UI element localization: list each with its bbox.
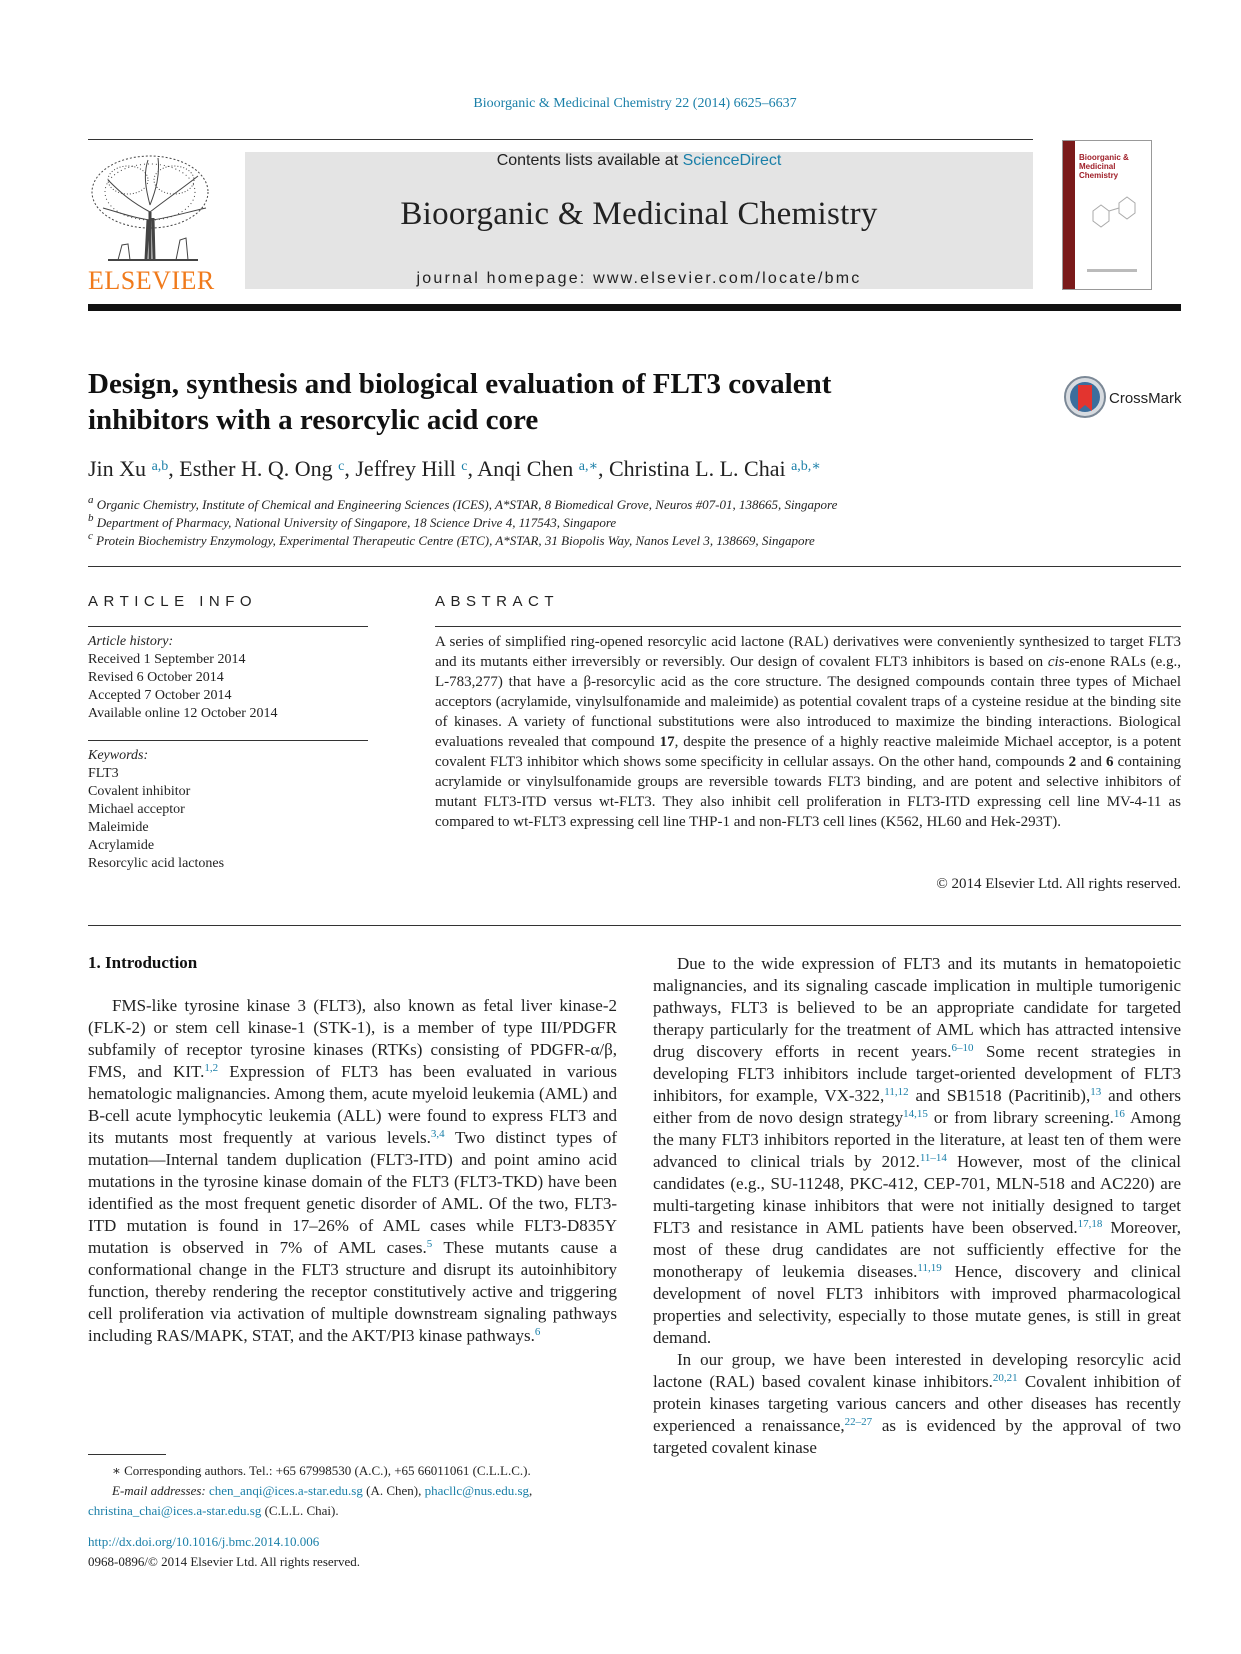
keywords-block: Keywords: FLT3 Covalent inhibitor Michael acceptor Maleimide Acrylamide Resorcylic acid lactones	[88, 747, 368, 873]
cover-footer-mark	[1087, 269, 1137, 272]
author-affiliation-mark[interactable]: c	[338, 459, 345, 474]
crossmark-icon[interactable]	[1063, 375, 1107, 419]
affiliation-a: $^a$ Organic Chemistry, Institute of Chemical and Engineering Sciences (ICES), A*STAR, 8 Biomedical Grove, Neuros #07-01, 138665, Singapore	[88, 494, 838, 512]
keyword: Maleimide	[88, 820, 149, 835]
abstract-bottom-rule	[88, 925, 1181, 926]
abstract-rule	[435, 626, 1181, 627]
keyword: Covalent inhibitor	[88, 784, 191, 799]
citation[interactable]: 11,19	[917, 1262, 942, 1274]
keyword: Resorcylic acid lactones	[88, 856, 225, 871]
footnote-rule	[88, 1454, 166, 1455]
section-heading-introduction: 1. Introduction	[88, 953, 198, 972]
keyword: Acrylamide	[88, 838, 155, 853]
citation[interactable]: 14,15	[903, 1108, 928, 1120]
cover-spine	[1063, 141, 1075, 289]
author-affiliation-mark[interactable]: a,b	[151, 459, 169, 474]
citation[interactable]: 1,2	[204, 1062, 219, 1074]
author-name[interactable]: Christina L. L. Chai	[608, 456, 786, 481]
doi-block	[88, 1532, 360, 1572]
citation[interactable]: 20,21	[992, 1372, 1018, 1384]
citation[interactable]: 16	[1113, 1108, 1125, 1120]
author-affiliation-mark[interactable]: a,b,∗	[791, 459, 821, 474]
contents-line: Contents lists available at ScienceDirect	[496, 152, 782, 169]
journal-cover-thumbnail[interactable]	[1062, 140, 1152, 290]
citation[interactable]: 17,18	[1077, 1218, 1103, 1230]
citation[interactable]: 6–10	[951, 1042, 974, 1054]
citation[interactable]: 11–14	[919, 1152, 947, 1164]
body-left-column: FMS-like tyrosine kinase 3 (FLT3), also known as fetal liver kinase-2 (FLK-2) or stem cell kinase-1 (STK-1), is a member of type III/PDGFR subfamily of receptor tyrosine kinases (RTKs) consisting of PDGFR-α/β, FMS, and KIT.$^{1,2}$ Expression of FLT3 has been evaluated in various hematologic malignancies. Among them, acute myeloid leukemia (AML) and B-cell acute lymphocytic leukemia (ALL) were found to express FLT3 and its mutants most frequently at various levels.$^{3,4}$ Two distinct types of mutation—Internal tandem duplication (FLT3-ITD) and point amino acid mutations in the tyrosine kinase domain of the FLT3 (FLT3-TKD) have been identified as the most frequent genetic disorder of AML. Of the two, FLT3-ITD mutation is found in 17–26% of AML cases while FLT3-D835Y mutation is observed in 7% of AML cases.$^5$ These mutants cause a conformational change in the FLT3 structure and disrupt its autoinhibitory function, thereby rendering the receptor constitutively active and triggering cell proliferation via activation of multiple downstream signaling pathways including RAS/MAPK, STAT, and the AKT/PI3 kinase pathways.$^6$	[88, 996, 618, 1345]
header-bottom-rule	[88, 304, 1181, 311]
affiliation-rule	[88, 566, 1181, 567]
sciencedirect-link[interactable]: ScienceDirect	[682, 152, 782, 169]
affiliation-b: $^b$ Department of Pharmacy, National University of Singapore, 18 Science Drive 4, 117543, Singapore	[88, 512, 617, 530]
author-list: Jin Xu $^{a,b}$, Esther H. Q. Ong $^c$, Jeffrey Hill $^c$, Anqi Chen $^{a,∗}$, Christina L. L. Chai $^{a,b,∗}$	[88, 456, 821, 481]
citation[interactable]: 11,12	[884, 1086, 909, 1098]
author-name[interactable]: Jin Xu	[88, 456, 147, 481]
citation[interactable]: 22–27	[844, 1416, 873, 1428]
email-link[interactable]: phacllc@nus.edu.sg	[424, 1483, 530, 1498]
email-link[interactable]: chen_anqi@ices.a-star.edu.sg	[209, 1483, 363, 1498]
author-name[interactable]: Anqi Chen	[477, 456, 574, 481]
citation[interactable]: 6	[534, 1326, 541, 1338]
keywords-rule	[88, 740, 368, 741]
author-name[interactable]: Jeffrey Hill	[355, 456, 456, 481]
article-info-heading: ARTICLE INFO	[88, 593, 258, 610]
corresponding-author-footnote: ∗ Corresponding authors. Tel.: +65 67998530 (A.C.), +65 66011061 (C.L.L.C.). E-mail addresses: chen_anqi@ices.a-star.edu.sg (A. Chen), phacllc@nus.edu.sg, christina_chai@ices.a-star.edu.sg (C.L.L. Chai).	[88, 1463, 533, 1518]
article-title: Design, synthesis and biological evaluation of FLT3 covalent inhibitors with a resorcylic acid core	[88, 368, 832, 436]
affiliation-c: $^c$ Protein Biochemistry Enzymology, Experimental Therapeutic Centre (ETC), A*STAR, 31 Biopolis Way, Nanos Level 3, 138669, Singapore	[88, 530, 815, 548]
citation[interactable]: 13	[1090, 1086, 1102, 1098]
issn-copyright: 0968-0896/© 2014 Elsevier Ltd. All rights reserved.	[88, 1554, 360, 1569]
publisher-logo-text[interactable]: ELSEVIER	[88, 266, 215, 295]
elsevier-tree-logo	[88, 150, 218, 262]
journal-reference[interactable]: Bioorganic & Medicinal Chemistry 22 (2014) 6625–6637	[473, 96, 797, 111]
email-link[interactable]: christina_chai@ices.a-star.edu.sg	[88, 1503, 262, 1518]
keyword: Michael acceptor	[88, 802, 185, 817]
citation[interactable]: 5	[426, 1238, 433, 1250]
body-right-column: Due to the wide expression of FLT3 and its mutants in hematopoietic malignancies, and its signaling cascade implication in multiple tumorigenic pathways, FLT3 is believed to be an appropriate candidate for targeted therapy particularly for the treatment of AML which has attracted intensive drug discovery efforts in recent years.$^{6-10}$ Some recent strategies in developing FLT3 inhibitors include target-oriented development of FLT3 inhibitors, for example, VX-322,$^{11,12}$ and SB1518 (Pacritinib),$^{13}$ and others either from de novo design strategy$^{14,15}$ or from library screening.$^{16}$ Among the many FLT3 inhibitors reported in the literature, at least ten of them were advanced to clinical trials by 2012.$^{11-14}$ However, most of the clinical candidates (e.g., SU-11248, PKC-412, CEP-701, MLN-518 and AC220) are multi-targeting kinase inhibitors that were not initially designed to target FLT3 and resistance in AML patients have been observed.$^{17,18}$ Moreover, most of these drug candidates are not sufficiently effective for the monotherapy of leukemia diseases.$^{11,19}$ Hence, discovery and clinical development of novel FLT3 inhibitors with improved pharmacological properties and selectivity, especially to those mutate genes, is still in great demand. In our group, we have been interested in developing resorcylic acid lactone (RAL) based covalent kinase inhibitors.$^{20,21}$ Covalent inhibition of protein kinases targeting various cancers and other diseases has recently experienced a renaissance,$^{22-27}$ as is evidenced by the approval of two targeted covalent kinase	[653, 954, 1182, 1457]
keyword: FLT3	[88, 766, 119, 781]
cover-title: Bioorganic & Medicinal Chemistry	[1079, 153, 1129, 180]
journal-title: Bioorganic & Medicinal Chemistry	[400, 196, 878, 232]
author-name[interactable]: Esther H. Q. Ong	[179, 456, 333, 481]
abstract-text: A series of simplified ring-opened resorcylic acid lactone (RAL) derivatives were conveniently synthesized to target FLT3 and its mutants either irreversibly or reversibly. Our design of covalent FLT3 inhibitors is based on cis-enone RALs (e.g., L-783,277) that have a β-resorcylic acid as the core structure. The designed compounds contain three types of Michael acceptors (acrylamide, vinylsulfonamide and maleimide) as potential covalent traps of a cysteine residue at the binding site of kinases. A variety of functional substitutions were also introduced to maximize the binding interactions. Biological evaluations revealed that compound 17, despite the presence of a highly reactive maleimide Michael acceptor, is a potent covalent FLT3 inhibitor which shows some specificity in cellular assays. On the other hand, compounds 2 and 6 containing acrylamide or vinylsulfonamide groups are reversible towards FLT3 binding, and are potent and selective inhibitors of mutant FLT3-ITD versus wt-FLT3. They also inhibit cell proliferation in FLT3-ITD expressing cell line MV-4-11 as compared to wt-FLT3 expressing cell line THP-1 and non-FLT3 cell lines (K562, HL60 and Hek-293T).	[435, 634, 1181, 830]
article-history: Article history: Received 1 September 2014 Revised 6 October 2014 Accepted 7 October 2014 Available online 12 October 2014	[88, 634, 278, 721]
article-info-rule	[88, 626, 368, 627]
abstract-copyright: © 2014 Elsevier Ltd. All rights reserved.	[936, 876, 1181, 892]
author-affiliation-mark[interactable]: c	[461, 459, 468, 474]
author-affiliation-mark[interactable]: a,∗	[578, 459, 598, 474]
abstract-heading: ABSTRACT	[435, 593, 560, 610]
crossmark-label[interactable]: CrossMark	[1109, 390, 1182, 407]
citation[interactable]: 3,4	[430, 1128, 445, 1140]
header-top-rule	[88, 139, 1033, 140]
doi-link[interactable]: http://dx.doi.org/10.1016/j.bmc.2014.10.006	[88, 1534, 320, 1549]
cover-structure-graphic	[1083, 191, 1145, 231]
journal-homepage[interactable]: journal homepage: www.elsevier.com/locate/bmc	[416, 270, 862, 287]
